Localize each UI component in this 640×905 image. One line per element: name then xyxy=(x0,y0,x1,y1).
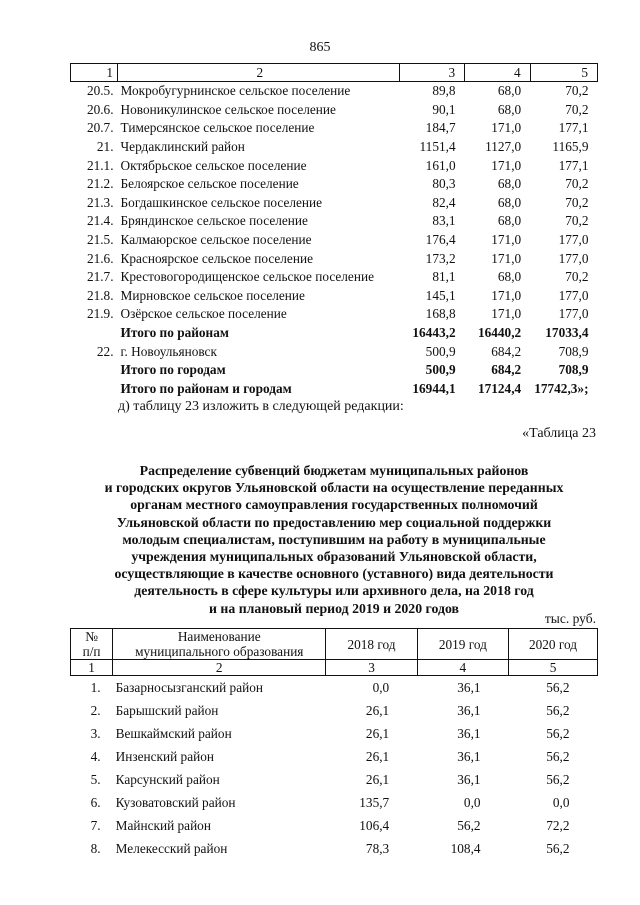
row-name: Октябрьское сельское поселение xyxy=(120,157,307,173)
row-number: 21.8. xyxy=(86,287,114,303)
row-number xyxy=(71,380,118,399)
table-row xyxy=(71,194,598,213)
column-number: 3 xyxy=(326,660,417,676)
title-line: и городских округов Ульяновской области на осуществление переданных xyxy=(104,480,564,496)
row-name: Мелекесский район xyxy=(115,840,228,856)
header-cell: 5 xyxy=(530,64,597,82)
value-cell: 17742,3»; xyxy=(534,380,589,396)
column-number-row xyxy=(71,660,598,676)
title-line: учреждения муниципальных образований Ульяновской области, xyxy=(131,549,537,565)
table-row xyxy=(71,768,598,791)
row-name: г. Новоульяновск xyxy=(120,343,217,359)
row-number: 7. xyxy=(90,817,101,833)
header-cell: 1 xyxy=(71,64,118,82)
column-number: 4 xyxy=(417,660,508,676)
value-cell: 684,2 xyxy=(491,343,522,359)
table-row xyxy=(71,212,598,231)
row-name: Мирновское сельское поселение xyxy=(120,287,305,303)
row-name: Инзенский район xyxy=(115,748,214,764)
value-cell: 171,0 xyxy=(491,157,522,173)
value-2020: 72,2 xyxy=(546,817,570,833)
row-name: Бряндинское сельское поселение xyxy=(120,213,308,229)
subvention-table xyxy=(70,628,598,860)
row-name: Тимерсянское сельское поселение xyxy=(120,120,315,136)
row-number: 21.9. xyxy=(86,306,114,322)
value-cell: 68,0 xyxy=(497,213,522,229)
table-row xyxy=(71,361,598,380)
row-number: 3. xyxy=(90,725,101,741)
table-row xyxy=(71,305,598,324)
header-2019: 2019 год xyxy=(417,629,508,660)
header-cell: 3 xyxy=(399,64,465,82)
value-cell: 177,0 xyxy=(558,232,589,248)
row-name: Кузоватовский район xyxy=(115,794,236,810)
value-cell: 82,4 xyxy=(432,194,456,210)
table-row xyxy=(71,231,598,250)
title-line: органам местного самоуправления государственных полномочий xyxy=(130,497,538,513)
value-2018: 135,7 xyxy=(359,794,390,810)
value-cell: 70,2 xyxy=(565,83,589,99)
value-cell: 184,7 xyxy=(425,120,456,136)
row-name: Новоникулинское сельское поселение xyxy=(120,101,336,117)
table-row xyxy=(71,676,598,700)
value-cell: 81,1 xyxy=(432,269,456,285)
value-cell: 17033,4 xyxy=(545,325,589,341)
value-2020: 56,2 xyxy=(546,702,570,718)
row-name: Мокробугурнинское сельское поселение xyxy=(120,83,351,99)
value-cell: 684,2 xyxy=(491,362,522,378)
header-num xyxy=(71,629,113,660)
value-cell: 70,2 xyxy=(565,194,589,210)
value-cell: 70,2 xyxy=(565,101,589,117)
header-2020: 2020 год xyxy=(509,629,598,660)
table-row xyxy=(71,268,598,287)
row-name: Итого по городам xyxy=(120,362,226,378)
table-row xyxy=(71,745,598,768)
value-cell: 171,0 xyxy=(491,120,522,136)
value-cell: 89,8 xyxy=(432,83,456,99)
value-cell: 177,1 xyxy=(558,120,589,136)
row-name: Майнский район xyxy=(115,817,211,833)
value-cell: 177,1 xyxy=(558,157,589,173)
row-number: 21.3. xyxy=(86,194,114,210)
header-2018: 2018 год xyxy=(326,629,417,660)
value-cell: 500,9 xyxy=(425,362,456,378)
row-name: Барышский район xyxy=(115,702,219,718)
row-name: Белоярское сельское поселение xyxy=(120,176,299,192)
value-cell: 173,2 xyxy=(425,250,456,266)
value-2020: 56,2 xyxy=(546,679,570,695)
row-number xyxy=(71,361,118,380)
value-2018: 0,0 xyxy=(372,679,390,695)
header-num-line1: № xyxy=(85,629,98,644)
value-2019: 36,1 xyxy=(457,771,481,787)
header-cell: 2 xyxy=(118,64,399,82)
table-row xyxy=(71,791,598,814)
value-cell: 177,0 xyxy=(558,250,589,266)
table-row xyxy=(71,82,598,101)
table-row xyxy=(71,342,598,361)
row-name: Итого по районам и городам xyxy=(120,380,292,396)
table-header-row xyxy=(71,64,598,82)
table-row xyxy=(71,156,598,175)
amendment-text: д) таблицу 23 изложить в следующей редакции: xyxy=(118,399,404,414)
row-name: Итого по районам xyxy=(120,325,229,341)
page-number: 865 xyxy=(309,40,331,55)
value-cell: 90,1 xyxy=(432,101,456,117)
title-line: и на плановый период 2019 и 2020 годов xyxy=(209,600,459,616)
row-number: 1. xyxy=(90,679,101,695)
value-cell: 145,1 xyxy=(425,287,456,303)
value-2018: 26,1 xyxy=(365,702,390,718)
row-number: 21.1. xyxy=(86,157,114,173)
row-name: Чердаклинский район xyxy=(120,139,245,155)
title-line: Распределение субвенций бюджетам муниципальных районов xyxy=(139,463,529,478)
row-number: 20.5. xyxy=(86,83,114,99)
value-2018: 26,1 xyxy=(365,725,390,741)
table-reference: «Таблица 23 xyxy=(522,426,596,441)
value-2019: 36,1 xyxy=(457,702,481,718)
value-2020: 56,2 xyxy=(546,840,570,856)
value-2019: 0,0 xyxy=(463,794,481,810)
value-cell: 171,0 xyxy=(491,287,522,303)
row-name: Озёрское сельское поселение xyxy=(120,306,287,322)
header-name xyxy=(113,629,326,660)
row-number xyxy=(71,324,118,343)
table-row xyxy=(71,814,598,837)
row-name: Богдашкинское сельское поселение xyxy=(120,194,323,210)
value-cell: 68,0 xyxy=(497,83,522,99)
value-cell: 70,2 xyxy=(565,213,589,229)
column-number: 2 xyxy=(113,660,326,676)
row-name: Калмаюрское сельское поселение xyxy=(120,232,312,248)
row-name: Красноярское сельское поселение xyxy=(120,250,313,266)
row-name: Вешкаймский район xyxy=(115,725,232,741)
row-name: Базарносызганский район xyxy=(115,679,263,695)
title-line: осуществляющие в качестве основного (уставного) вида деятельности xyxy=(114,566,554,582)
value-cell: 68,0 xyxy=(497,101,522,117)
value-cell: 171,0 xyxy=(491,232,522,248)
value-cell: 68,0 xyxy=(497,194,522,210)
title-line: деятельность в сфере культуры или архивного дела, на 2018 год xyxy=(134,583,534,599)
value-cell: 1127,0 xyxy=(485,139,522,155)
value-cell: 68,0 xyxy=(497,269,522,285)
value-2019: 36,1 xyxy=(457,725,481,741)
value-2019: 36,1 xyxy=(457,679,481,695)
header-name-line2: муниципального образования xyxy=(135,644,304,659)
row-number: 21.4. xyxy=(86,213,114,229)
table-header-row xyxy=(71,629,598,660)
value-2018: 106,4 xyxy=(359,817,390,833)
value-cell: 500,9 xyxy=(425,343,456,359)
table-continuation xyxy=(70,63,598,398)
row-name: Карсунский район xyxy=(115,771,220,787)
row-number: 6. xyxy=(90,794,101,810)
value-2019: 36,1 xyxy=(457,748,481,764)
row-number: 20.7. xyxy=(86,120,114,136)
value-2020: 56,2 xyxy=(546,748,570,764)
value-cell: 708,9 xyxy=(558,343,589,359)
row-number: 20.6. xyxy=(86,101,114,117)
table-row xyxy=(71,249,598,268)
table-row xyxy=(71,101,598,120)
value-cell: 16944,1 xyxy=(412,380,456,396)
table-row xyxy=(71,380,598,399)
value-cell: 16443,2 xyxy=(412,325,456,341)
row-number: 5. xyxy=(90,771,101,787)
title-line: Ульяновской области по предоставлению мер социальной поддержки xyxy=(116,514,552,530)
value-cell: 171,0 xyxy=(491,250,522,266)
table-row xyxy=(71,722,598,745)
value-cell: 80,3 xyxy=(432,176,456,192)
header-name-line1: Наименование xyxy=(177,629,261,644)
value-cell: 16440,2 xyxy=(477,325,522,341)
value-cell: 70,2 xyxy=(565,269,589,285)
table-row xyxy=(71,837,598,860)
value-cell: 1165,9 xyxy=(552,139,589,155)
value-2019: 56,2 xyxy=(457,817,481,833)
title-line: молодым специалистам, поступившим на работу в муниципальные xyxy=(122,531,546,547)
value-cell: 161,0 xyxy=(425,157,456,173)
value-cell: 177,0 xyxy=(558,306,589,322)
row-number: 21.5. xyxy=(86,232,114,248)
row-number: 22. xyxy=(96,343,114,359)
column-number: 1 xyxy=(71,660,113,676)
row-number: 8. xyxy=(90,840,101,856)
table-title xyxy=(70,462,598,617)
table-row xyxy=(71,699,598,722)
column-number: 5 xyxy=(509,660,598,676)
row-number: 21.7. xyxy=(86,269,114,285)
value-2018: 78,3 xyxy=(365,840,390,856)
value-cell: 68,0 xyxy=(497,176,522,192)
value-2020: 0,0 xyxy=(552,794,570,810)
row-name: Крестовогородищенское сельское поселение xyxy=(120,269,374,285)
value-cell: 168,8 xyxy=(425,306,456,322)
value-cell: 177,0 xyxy=(558,287,589,303)
table-row xyxy=(71,119,598,138)
value-cell: 176,4 xyxy=(425,232,456,248)
row-number: 21. xyxy=(96,139,114,155)
table-row xyxy=(71,324,598,343)
value-2018: 26,1 xyxy=(365,771,390,787)
value-cell: 83,1 xyxy=(432,213,456,229)
units-label: тыс. руб. xyxy=(544,611,596,626)
value-2020: 56,2 xyxy=(546,771,570,787)
value-2018: 26,1 xyxy=(365,748,390,764)
row-number: 21.2. xyxy=(86,176,114,192)
value-cell: 1151,4 xyxy=(419,139,456,155)
header-num-line2: п/п xyxy=(82,644,101,659)
value-cell: 708,9 xyxy=(558,362,589,378)
value-cell: 70,2 xyxy=(565,176,589,192)
table-row xyxy=(71,138,598,157)
header-cell: 4 xyxy=(465,64,531,82)
table-row xyxy=(71,175,598,194)
value-2020: 56,2 xyxy=(546,725,570,741)
table-row xyxy=(71,287,598,306)
value-2019: 108,4 xyxy=(450,840,481,856)
row-number: 4. xyxy=(90,748,101,764)
value-cell: 171,0 xyxy=(491,306,522,322)
row-number: 21.6. xyxy=(86,250,114,266)
value-cell: 17124,4 xyxy=(477,380,522,396)
row-number: 2. xyxy=(90,702,101,718)
